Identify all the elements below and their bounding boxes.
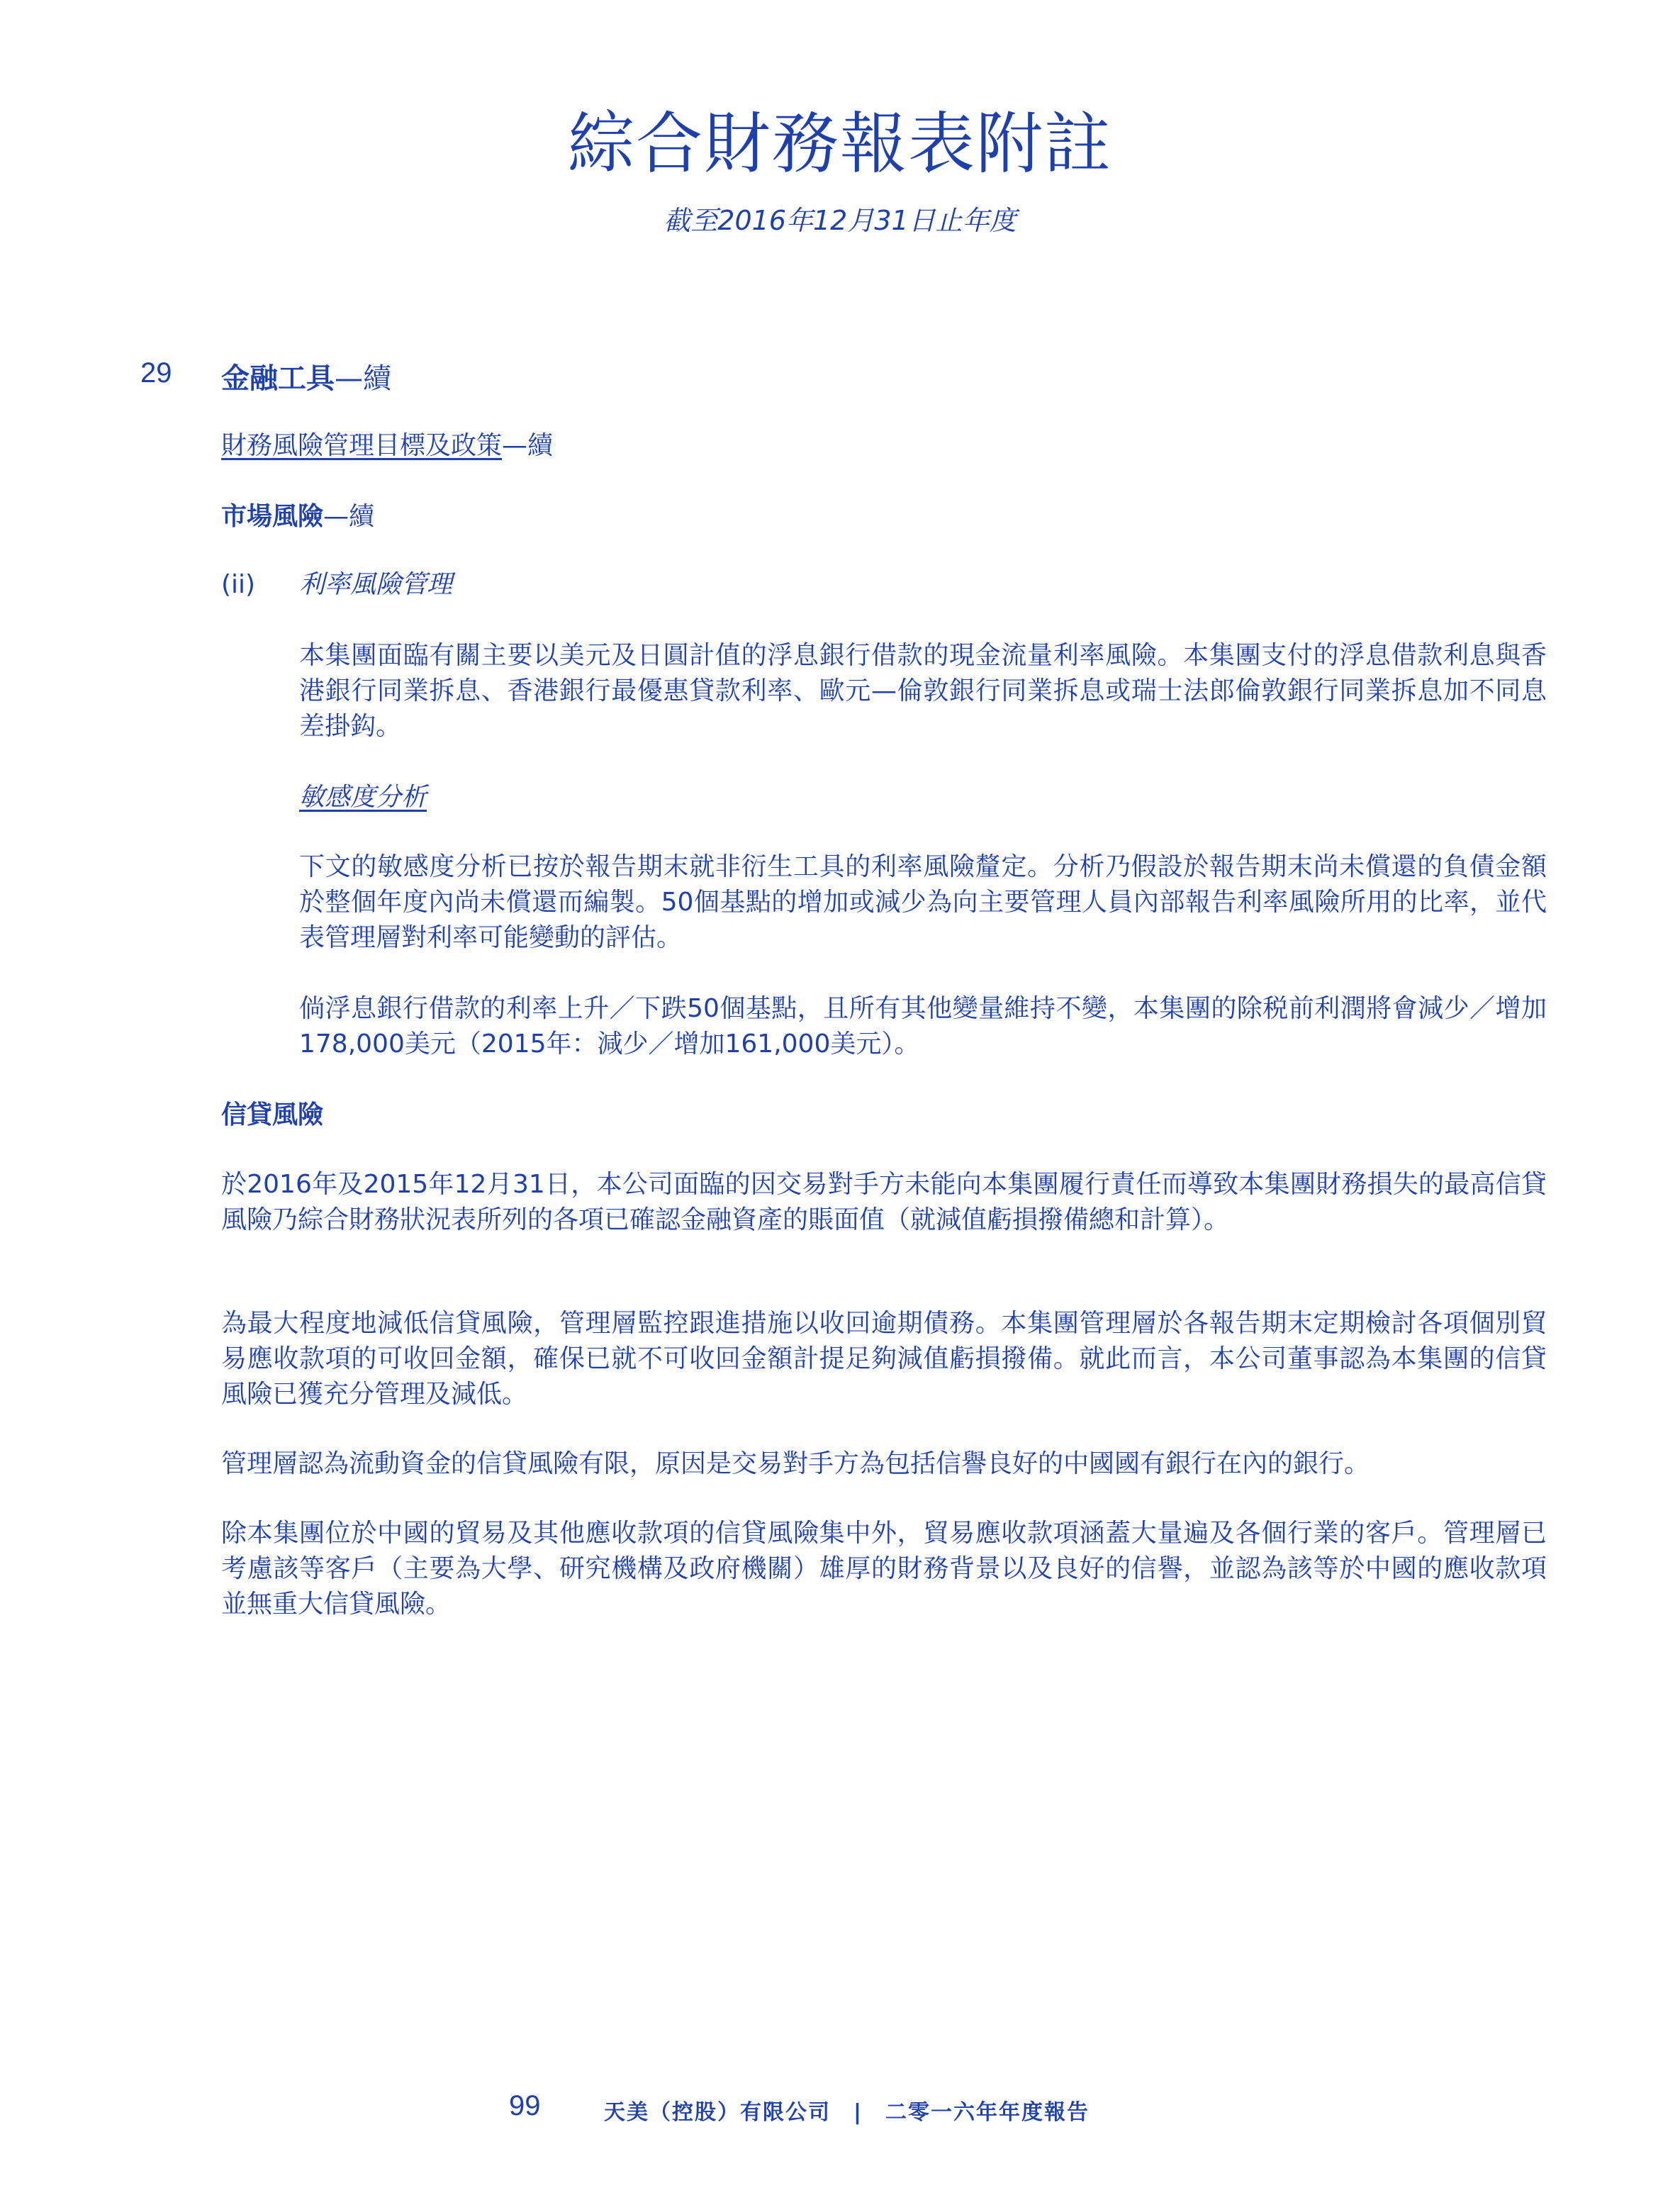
item-marker: (ii) <box>221 570 256 599</box>
section-title <box>221 428 553 464</box>
page-number: 99 <box>509 2090 541 2121</box>
credit-risk-heading: 信貸風險 <box>221 1100 324 1129</box>
note-number: 29 <box>140 357 172 389</box>
credit-risk-paragraph-3: 管理層認為流動資金的信貸風險有限，原因是交易對手方為包括信譽良好的中國國有銀行在內的銀行。 <box>221 1449 1370 1478</box>
rate-change-paragraph: 倘浮息銀行借款的利率上升／下跌50個基點，且所有其他變量維持不變，本集團的除税前利潤將會減少／增加178,000美元（2015年：減少／增加161,000美元）。 <box>299 994 1547 1059</box>
section-title-continued: —續 <box>502 431 554 460</box>
note-heading-text: 金融工具 <box>221 362 335 395</box>
market-risk-heading-text: 市場風險 <box>221 502 324 531</box>
item-title: 利率風險管理 <box>299 570 453 599</box>
page-subtitle: 截至2016年12月31日止年度 <box>663 205 1017 236</box>
market-risk-heading <box>221 499 374 535</box>
sensitivity-paragraph: 下文的敏感度分析已按於報告期末就非衍生工具的利率風險釐定。分析乃假設於報告期末尚未償還的負債金額於整個年度內尚未償還而編製。50個基點的增加或減少為向主要管理人員內部報告利率風險所用的比率，並代表管理層對利率可能變動的評估。 <box>299 852 1547 952</box>
footer <box>0 2090 1680 2133</box>
section-title-text: 財務風險管理目標及政策 <box>221 431 503 460</box>
page-title: 綜合財務報表附註 <box>567 106 1112 183</box>
market-risk-heading-continued: —續 <box>323 502 375 531</box>
note-heading-continued: —續 <box>335 362 391 395</box>
credit-risk-paragraph-1: 於2016年及2015年12月31日，本公司面臨的因交易對手方未能向本集團履行責任而導致本集團財務損失的最高信貸風險乃綜合財務狀況表所列的各項已確認金融資產的賬面值（就減值虧損撥備總和計算）。 <box>221 1170 1547 1234</box>
credit-risk-paragraph-4: 除本集團位於中國的貿易及其他應收款項的信貸風險集中外，貿易應收款項涵蓋大量遍及各個行業的客戶。管理層已考慮該等客戶（主要為大學、研究機構及政府機關）雄厚的財務背景以及良好的信譽，並認為該等於中國的應收款項並無重大信貸風險。 <box>221 1519 1547 1619</box>
interest-rate-paragraph: 本集團面臨有關主要以美元及日圓計值的浮息銀行借款的現金流量利率風險。本集團支付的浮息借款利息與香港銀行同業拆息、香港銀行最優惠貸款利率、歐元—倫敦銀行同業拆息或瑞士法郎倫敦銀行同業拆息加不同息差掛鈎。 <box>299 641 1547 741</box>
credit-risk-paragraph-2: 為最大程度地減低信貸風險，管理層監控跟進措施以收回逾期債務。本集團管理層於各報告期末定期檢討各項個別貿易應收款項的可收回金額，確保已就不可收回金額計提足夠減值虧損撥備。就此而言，本公司董事認為本集團的信貸風險已獲充分管理及減低。 <box>221 1309 1547 1409</box>
sensitivity-analysis-title: 敏感度分析 <box>299 783 427 812</box>
note-heading <box>221 356 391 396</box>
footer-company-report: 天美（控股）有限公司 | 二零一六年年度報告 <box>604 2100 1090 2125</box>
